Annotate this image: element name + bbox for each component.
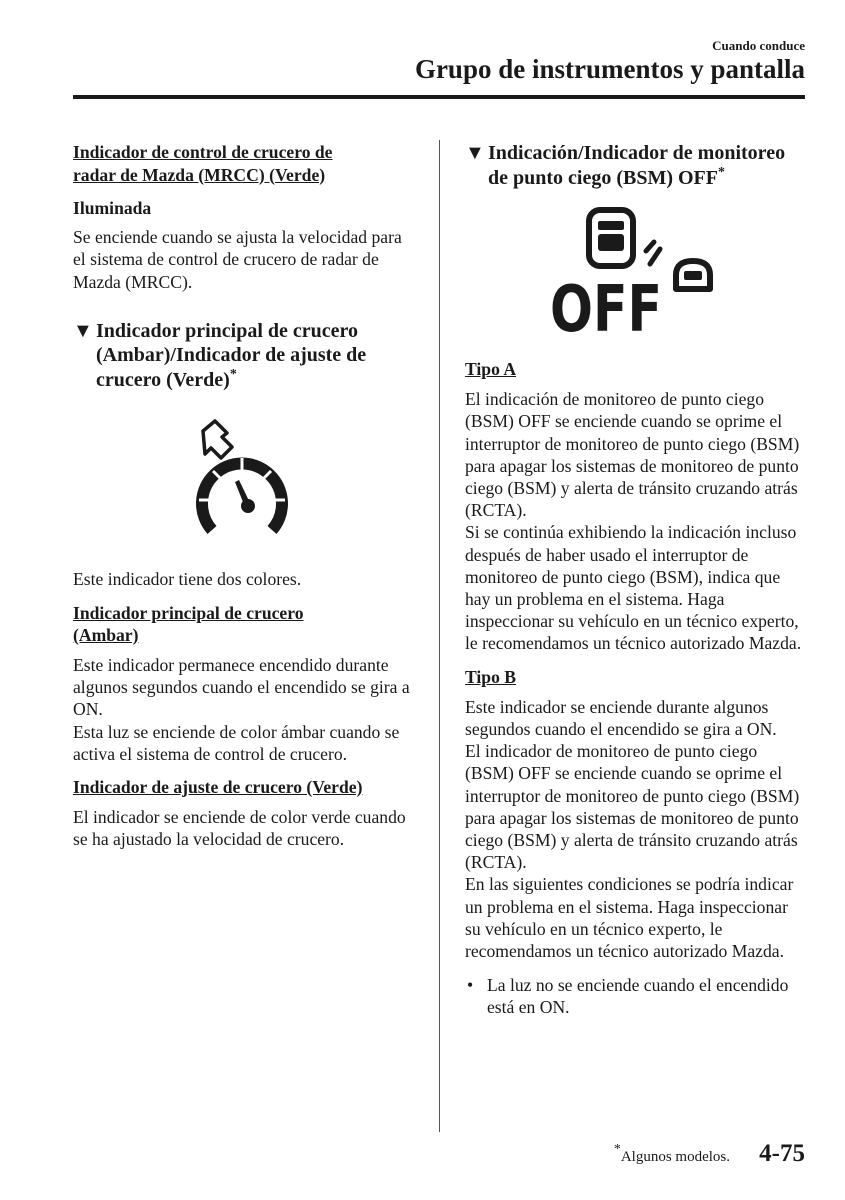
left-column [73, 141, 413, 851]
asterisk-mark: * [718, 164, 725, 180]
condition-list [465, 974, 807, 1018]
bsm-off-label: OFF [550, 273, 662, 347]
tipo-a-text1: El indicación de monitoreo de punto ciego (BSM) OFF se enciende cuando se oprime el interruptor de monitoreo de punto ciego (BSM) para apagar los sistemas de monitoreo de punto ciego (BSM) y alerta de tránsito cruzando atrás (RCTA). [465, 389, 800, 521]
tipo-b-heading: Tipo B [465, 666, 517, 687]
asterisk-mark: * [613, 1142, 621, 1157]
main-indicator-heading: Indicador principal de crucero (Ambar) [73, 602, 304, 645]
main-indicator-text1: Este indicador permanece encendido durante algunos segundos cuando el encendido se gira a ON. [73, 654, 410, 720]
cruise-heading-line3: crucero (Verde) [96, 368, 230, 391]
tipo-a-text2: Si se continúa exhibiendo la indicación incluso después de haber usado el interruptor de monitoreo de punto ciego (BSM), indica que hay un problema en el sistema. Haga inspeccionar su vehículo en un técnico experto, le recomendamos un técnico autorizado Mazda. [465, 522, 802, 654]
running-header-section: Cuando conduce [712, 38, 805, 53]
mrcc-subheading: Iluminada [73, 198, 152, 218]
footnote-text: Algunos modelos. [620, 1149, 730, 1165]
triangle-icon: ▼ [73, 319, 93, 342]
cruise-speedometer-icon [73, 418, 413, 548]
mrcc-text: Se enciende cuando se ajusta la velocidad para el sistema de control de crucero de radar de Mazda (MRCC). [73, 227, 402, 292]
right-column [465, 141, 807, 1019]
set-indicator-heading: Indicador de ajuste de crucero (Verde) [73, 776, 363, 797]
bsm-section-heading [465, 141, 807, 190]
bullet-icon: • [467, 975, 474, 996]
page-title: Grupo de instrumentos y pantalla [414, 54, 805, 84]
mrcc-heading: Indicador de control de crucero de radar de Mazda (MRCC) (Verde) [73, 142, 333, 185]
column-divider [439, 140, 440, 1132]
tipo-b-text3: En las siguientes condiciones se podría indicar un problema en el sistema. Haga inspeccionar su vehículo en un técnico experto, le recomendamos un técnico autorizado Mazda. [465, 874, 794, 962]
list-item [465, 974, 807, 1018]
triangle-icon: ▼ [465, 142, 485, 164]
bsm-off-icon [465, 202, 807, 352]
tipo-a-heading: Tipo A [465, 359, 517, 379]
footnote [613, 1142, 730, 1166]
set-indicator-text: El indicador se enciende de color verde cuando se ha ajustado la velocidad de crucero. [73, 807, 406, 850]
cruise-section-heading [73, 319, 413, 393]
page-number: 4-75 [759, 1140, 805, 1167]
tipo-b-text1: Este indicador se enciende durante algunos segundos cuando el encendido se gira a ON. [465, 696, 777, 740]
asterisk-mark: * [229, 366, 237, 382]
bsm-heading-line2: de punto ciego (BSM) OFF [488, 166, 718, 189]
tipo-b-text2: El indicador de monitoreo de punto ciego (BSM) OFF se enciende cuando se oprime el interruptor de monitoreo de punto ciego (BSM) para apagar los sistemas de monitoreo de punto ciego (BSM) y alerta de tránsito cruzando atrás (RCTA). [465, 741, 800, 873]
cruise-heading-line2: (Ambar)/Indicador de ajuste de [96, 344, 367, 367]
bsm-heading-line1: Indicación/Indicador de monitoreo [488, 142, 786, 164]
two-colors-text: Este indicador tiene dos colores. [73, 569, 302, 590]
header-rule [73, 95, 805, 99]
bullet-text: La luz no se enciende cuando el encendido está en ON. [487, 975, 789, 1018]
main-indicator-text2: Esta luz se enciende de color ámbar cuando se activa el sistema de control de crucero. [73, 721, 400, 764]
cruise-heading-line1: Indicador principal de crucero [96, 319, 359, 342]
